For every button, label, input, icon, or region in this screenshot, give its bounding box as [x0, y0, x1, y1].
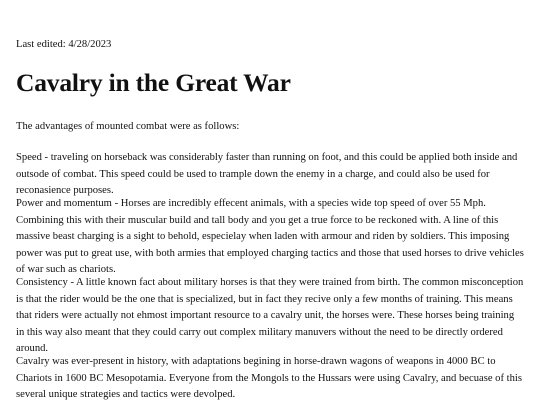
power-paragraph: Power and momentum - Horses are incredibly effecent animals, with a species wide top speed of over 55 Mph. Combining this with their muscular build and tall body and you get a true force to be reckoned with. A line of this massive beast charging is a sight to behold, especielay when laden with armour and riden by soldiers. This imposing power was put to great use, with both armies that employed charging tactics and those that used horses to drive vehicles of war such as chariots.: [16, 198, 524, 275]
history-paragraph: Cavalry was ever-present in history, with adaptations begining in horse-drawn wagons of weapons in 4000 BC to Chariots in 1600 BC Mesopotamia. Everyone from the Mongols to the Hussars were using Cavalry, and becuase of this several unique strategies and tactics were devolped.: [16, 356, 522, 400]
last-edited-date: Last edited: 4/28/2023: [16, 39, 112, 50]
consistency-paragraph: Consistency - A little known fact about military horses is that they were trained from birth. The common misconception is that the rider would be the one that is specialized, but in fact they recive only a few months of training. This means that riders were actually not ehmost important resource to a cavalry unit, the horses were. These horses being training in this way also meant that they could carry out complex military manuvers without the need to be directly ordered around.: [16, 277, 524, 354]
speed-paragraph: Speed - traveling on horseback was considerably faster than running on foot, and this could be applied both inside and outsode of combat. This speed could be used to trample down the enemy in a charge, and could also be used for reconasience purposes.: [16, 152, 518, 196]
page-title: Cavalry in the Great War: [16, 68, 291, 97]
intro-paragraph: The advantages of mounted combat were as follows:: [16, 121, 240, 132]
